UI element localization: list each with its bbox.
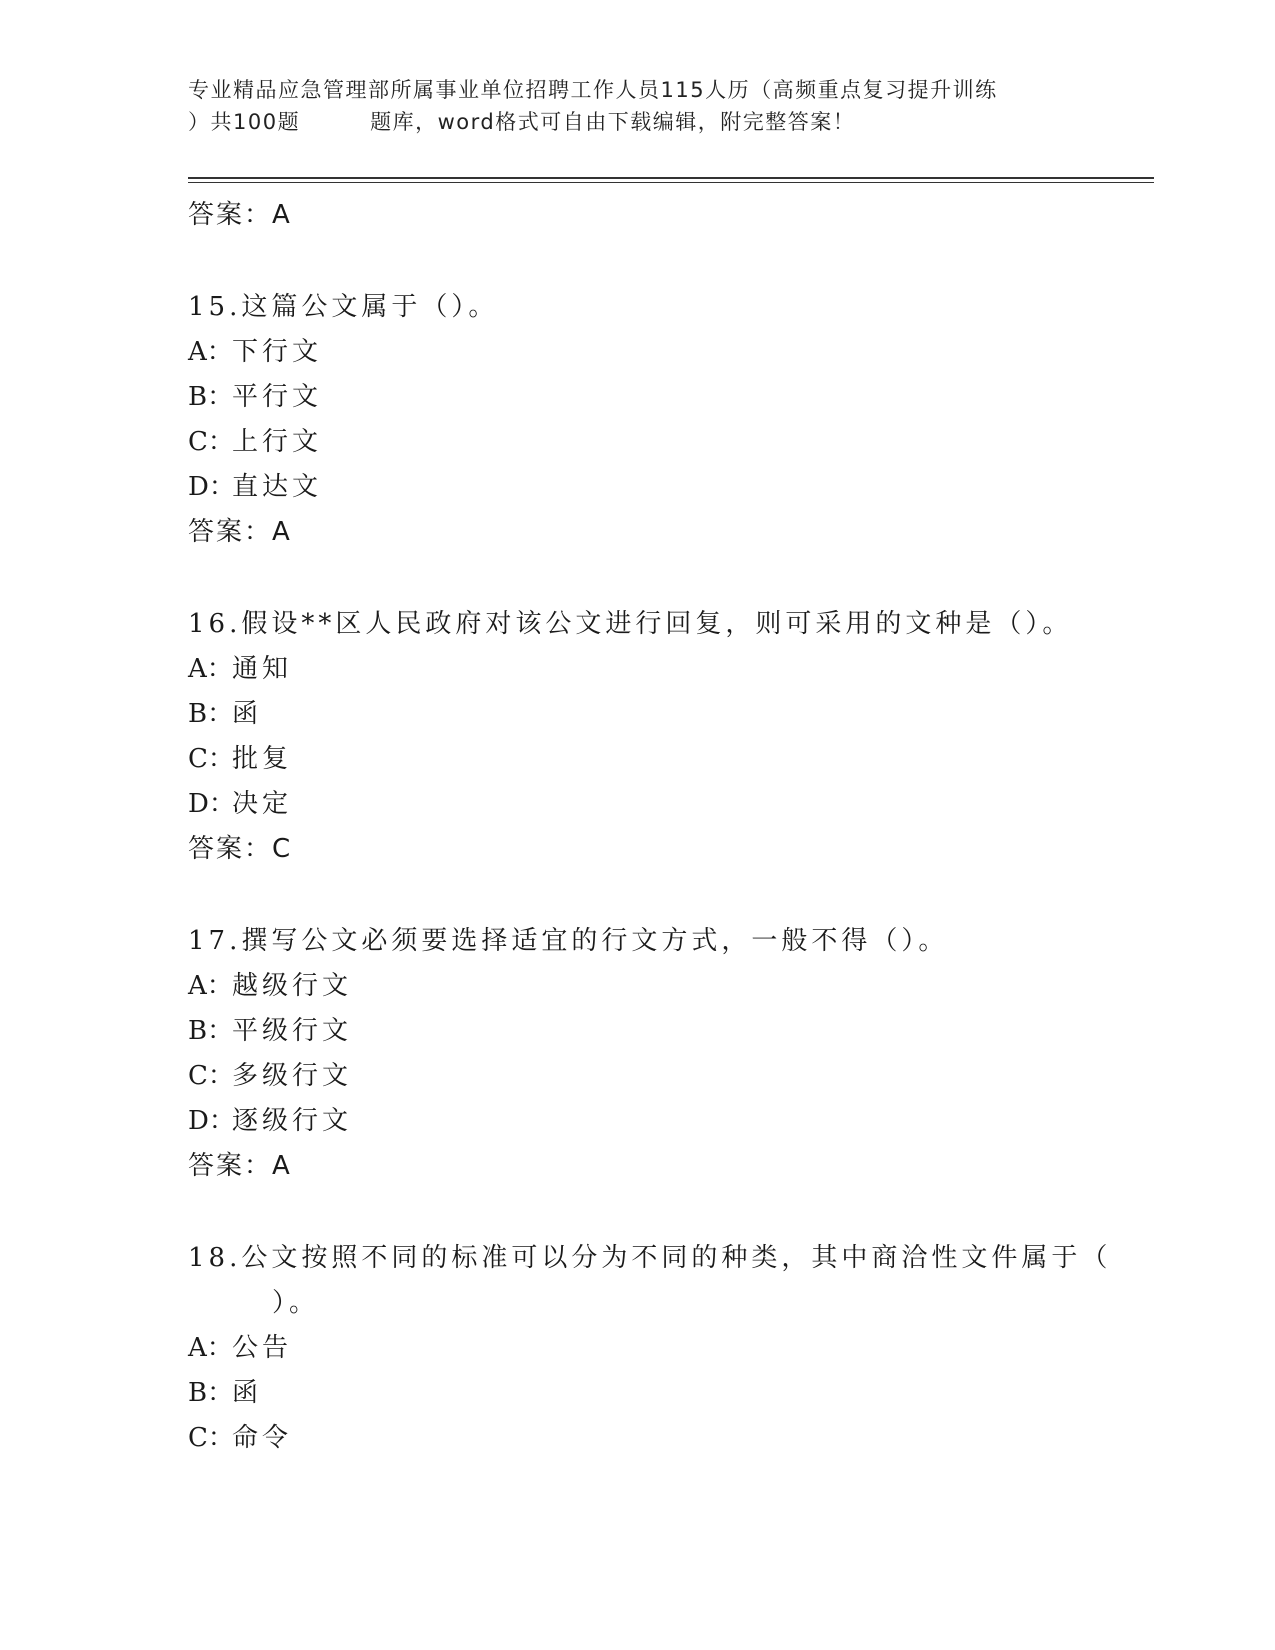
option-text: 函 xyxy=(232,1378,263,1408)
answer-label: 答案： xyxy=(188,200,273,230)
option-letter: C： xyxy=(188,744,234,774)
option-a xyxy=(188,647,1128,692)
option-text: 平级行文 xyxy=(232,1016,353,1046)
option-letter: B： xyxy=(188,1016,234,1046)
option-text: 下行文 xyxy=(232,337,323,367)
question-16 xyxy=(188,602,1128,872)
option-letter: A： xyxy=(188,1333,233,1363)
question-17 xyxy=(188,919,1128,1189)
header-line-2 xyxy=(188,106,1088,138)
option-b xyxy=(188,692,1128,737)
option-letter: C： xyxy=(188,1423,234,1453)
document-header xyxy=(188,74,1088,138)
question-list xyxy=(188,193,1128,1461)
option-c xyxy=(188,737,1128,782)
option-text: 越级行文 xyxy=(232,971,353,1001)
question-stem: 17.撰写公文必须要选择适宜的行文方式，一般不得（）。 xyxy=(188,926,949,956)
option-c xyxy=(188,1416,1128,1461)
answer-line xyxy=(188,827,1128,872)
option-c xyxy=(188,1054,1128,1099)
question-stem: 16.假设**区人民政府对该公文进行回复，则可采用的文种是（）。 xyxy=(188,609,1073,639)
option-c xyxy=(188,420,1128,465)
option-a xyxy=(188,330,1128,375)
header-rule-thin xyxy=(188,182,1154,183)
option-letter: C： xyxy=(188,427,234,457)
option-text: 多级行文 xyxy=(232,1061,353,1091)
question-stem-line-2: ）。 xyxy=(272,1288,320,1318)
question-stem xyxy=(188,1236,1128,1326)
answer-label: 答案： xyxy=(188,834,273,864)
option-b xyxy=(188,1009,1128,1054)
answer-line xyxy=(188,510,1128,555)
option-text: 通知 xyxy=(232,654,293,684)
option-text: 函 xyxy=(232,699,263,729)
option-text: 命令 xyxy=(232,1423,293,1453)
question-stem: 15.这篇公文属于（）。 xyxy=(188,292,499,322)
option-b xyxy=(188,1371,1128,1416)
question-15 xyxy=(188,285,1128,555)
option-text: 上行文 xyxy=(232,427,323,457)
answer-value: C xyxy=(272,834,292,864)
answer-value: A xyxy=(272,200,291,230)
answer-value: A xyxy=(272,517,291,547)
option-letter: A： xyxy=(188,971,233,1001)
option-letter: A： xyxy=(188,337,233,367)
option-a xyxy=(188,964,1128,1009)
option-text: 逐级行文 xyxy=(232,1106,353,1136)
option-letter: D： xyxy=(188,472,235,502)
question-stem-line-1: 18.公文按照不同的标准可以分为不同的种类，其中商洽性文件属于（ xyxy=(188,1243,1112,1273)
option-letter: B： xyxy=(188,382,234,412)
header-line-1: 专业精品应急管理部所属事业单位招聘工作人员115人历（高频重点复习提升训练 xyxy=(188,78,998,102)
option-letter: D： xyxy=(188,1106,235,1136)
option-text: 批复 xyxy=(232,744,293,774)
option-letter: D： xyxy=(188,789,235,819)
option-d xyxy=(188,782,1128,827)
option-text: 平行文 xyxy=(232,382,323,412)
answer-line xyxy=(188,1144,1128,1189)
header-line-2-start: ）共100题 xyxy=(188,110,301,134)
answer-line xyxy=(188,193,1128,238)
option-d xyxy=(188,465,1128,510)
option-a xyxy=(188,1326,1128,1371)
answer-label: 答案： xyxy=(188,517,273,547)
header-line-2-end: 题库，word格式可自由下载编辑，附完整答案！ xyxy=(370,110,856,134)
question-18 xyxy=(188,1236,1128,1461)
option-text: 决定 xyxy=(232,789,293,819)
option-letter: B： xyxy=(188,699,234,729)
option-text: 直达文 xyxy=(232,472,323,502)
answer-value: A xyxy=(272,1151,291,1181)
option-letter: B： xyxy=(188,1378,234,1408)
option-d xyxy=(188,1099,1128,1144)
option-letter: A： xyxy=(188,654,233,684)
option-text: 公告 xyxy=(232,1333,293,1363)
option-b xyxy=(188,375,1128,420)
option-letter: C： xyxy=(188,1061,234,1091)
answer-label: 答案： xyxy=(188,1151,273,1181)
header-rule-thick xyxy=(188,177,1154,179)
